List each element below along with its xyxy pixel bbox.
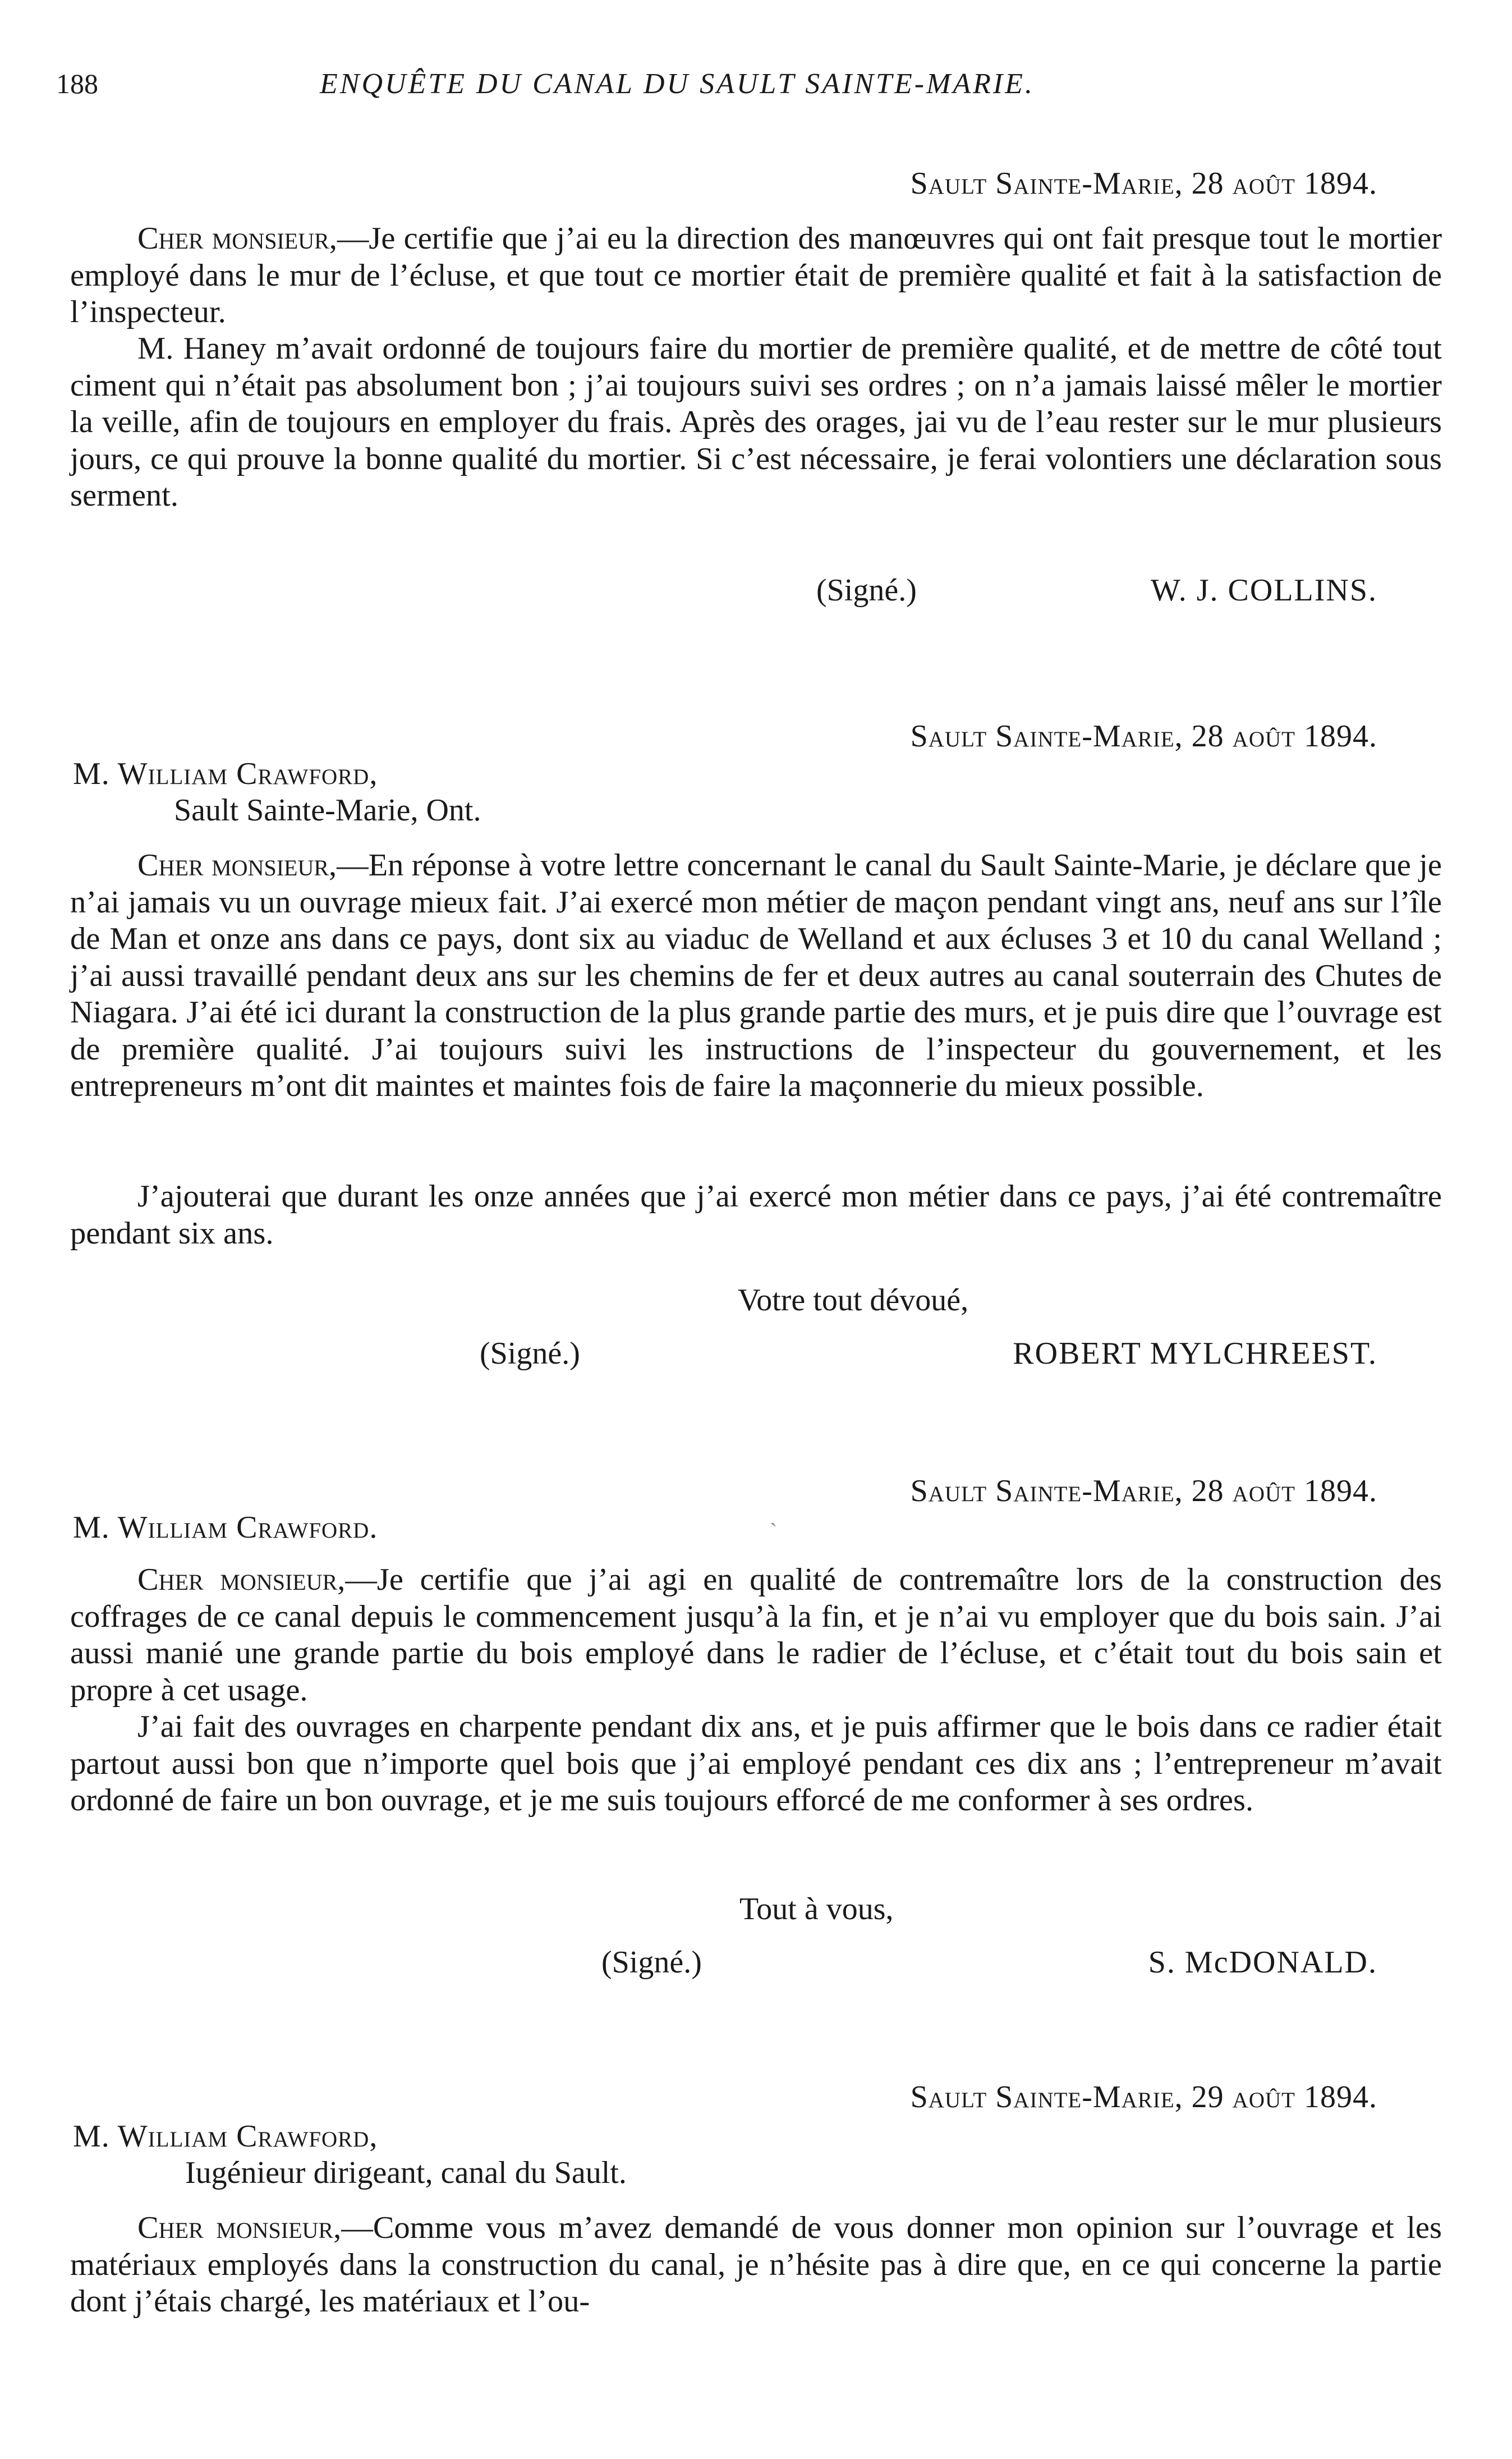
letter3-signature: S. McDONALD. bbox=[1148, 1945, 1377, 1980]
paragraph-text: —Je certifie que j’ai eu la direction des manœuvres qui ont fait presque tout le mortier employé dans le mur de l’écluse, et que tout ce mortier était de première qualité et fait à la satisfaction de l’inspecteur. bbox=[70, 221, 1442, 329]
letter2-signature: ROBERT MYLCHREEST. bbox=[1013, 1336, 1377, 1371]
running-title: ENQUÊTE DU CANAL DU SAULT SAINTE-MARIE. bbox=[320, 68, 1035, 100]
paragraph-text: M. Haney m’avait ordonné de toujours faire du mortier de première qualité, et de mettre de côté tout ciment qui n’était pas absolument bon ; j’ai toujours suivi ses ordres ; on n’a jamais laissé mêler le mortier la veille, afin de toujours en employer du frais. Après des orages, jai vu de l’eau rester sur le mur plusieurs jours, ce qui prouve la bonne qualité du mortier. Si c’est nécessaire, je ferai volontiers une déclaration sous serment. bbox=[70, 331, 1442, 513]
letter2-closing: Votre tout dévoué, bbox=[738, 1283, 969, 1318]
letter3-addressee: M. William Crawford. bbox=[73, 1510, 378, 1545]
letter4-addressee: M. William Crawford, bbox=[73, 2119, 378, 2154]
letter1-paragraph1 bbox=[70, 221, 1442, 331]
letter3-paragraph1 bbox=[70, 1562, 1442, 1709]
letter2-paragraph2 bbox=[70, 1178, 1442, 1252]
letter4-address-place: Iugénieur dirigeant, canal du Sault. bbox=[185, 2155, 627, 2190]
letter4-paragraph1 bbox=[70, 2210, 1442, 2320]
page-number: 188 bbox=[56, 68, 98, 99]
salutation: Cher monsieur, bbox=[137, 221, 337, 256]
letter2-dateline: Sault Sainte-Marie, 28 août 1894. bbox=[910, 719, 1377, 754]
letter3-signe: (Signé.) bbox=[601, 1945, 702, 1980]
stray-mark: ` bbox=[770, 1518, 778, 1544]
letter2-signe: (Signé.) bbox=[480, 1336, 580, 1371]
paragraph-text: J’ai fait des ouvrages en charpente pendant dix ans, et je puis affirmer que le bois dans ce radier était partout aussi bon que n’importe quel bois que j’ai employé pendant ces dix ans ; l’entrepreneur m’avait ordonné de faire un bon ouvrage, et je me suis toujours efforcé de me conformer à ses ordres. bbox=[70, 1709, 1442, 1818]
letter1-signature: W. J. COLLINS. bbox=[1151, 573, 1377, 608]
salutation: Cher monsieur, bbox=[137, 2210, 342, 2245]
paragraph-text: —En réponse à votre lettre concernant le canal du Sault Sainte-Marie, je déclare que je n’ai jamais vu un ouvrage mieux fait. J’ai exercé mon métier de maçon pendant vingt ans, neuf ans sur l’île de Man et onze ans dans ce pays, dont six au viaduc de Welland et aux écluses 3 et 10 du canal Welland ; j’ai aussi travaillé pendant deux ans sur les chemins de fer et deux autres au canal souterrain des Chutes de Niagara. J’ai été ici durant la construction de la plus grande partie des murs, et je puis dire que l’ouvrage est de première qualité. J’ai toujours suivi les instructions de l’inspecteur du gouvernement, et les entrepreneurs m’ont dit maintes et maintes fois de faire la maçonnerie du mieux possible. bbox=[70, 848, 1442, 1103]
letter1-paragraph2 bbox=[70, 331, 1442, 515]
letter4-dateline: Sault Sainte-Marie, 29 août 1894. bbox=[910, 2080, 1377, 2114]
letter2-addressee: M. William Crawford, bbox=[73, 756, 378, 791]
letter3-closing: Tout à vous, bbox=[739, 1892, 894, 1926]
paragraph-text: J’ajouterai que durant les onze années que j’ai exercé mon métier dans ce pays, j’ai été contremaître pendant six ans. bbox=[70, 1179, 1442, 1251]
letter2-address-place: Sault Sainte-Marie, Ont. bbox=[174, 793, 481, 828]
salutation: Cher monsieur, bbox=[137, 848, 337, 883]
letter1-dateline: Sault Sainte-Marie, 28 août 1894. bbox=[910, 166, 1377, 201]
paragraph-text: —Je certifie que j’ai agi en qualité de contremaître lors de la construction des coffrages de ce canal depuis le commencement jusqu’à la fin, et je n’ai vu employer que du bois sain. J’ai aussi manié une grande partie du bois employé dans le radier de l’écluse, et c’était tout du bois sain et propre à cet usage. bbox=[70, 1562, 1442, 1708]
salutation: Cher monsieur, bbox=[137, 1562, 346, 1597]
letter1-signe: (Signé.) bbox=[816, 573, 917, 608]
letter3-paragraph2 bbox=[70, 1709, 1442, 1819]
letter3-dateline: Sault Sainte-Marie, 28 août 1894. bbox=[910, 1474, 1377, 1508]
letter2-paragraph1 bbox=[70, 847, 1442, 1105]
paragraph-text: —Comme vous m’avez demandé de vous donner mon opinion sur l’ouvrage et les matériaux employés dans la construction du canal, je n’hésite pas à dire que, en ce qui concerne la partie dont j’étais chargé, les matériaux et l’ou- bbox=[70, 2210, 1442, 2319]
